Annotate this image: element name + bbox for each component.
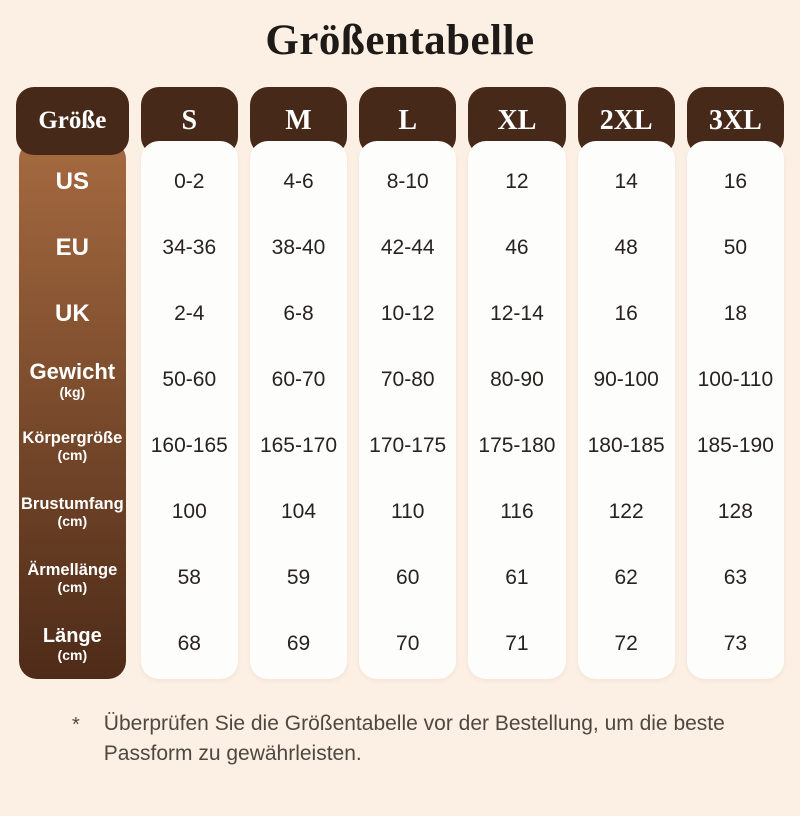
value-cell: 59 [286, 566, 311, 589]
value-cell: 48 [614, 236, 638, 259]
size-column-body [468, 141, 565, 679]
value-cell: 62 [614, 566, 638, 589]
value-cell: 116 [500, 500, 534, 523]
page-title: Größentabelle [265, 17, 535, 64]
row-label-text: Länge [42, 624, 102, 647]
row-label-text: US [55, 167, 89, 195]
value-cell: 100-110 [697, 368, 774, 391]
row-label-text: Ärmellänge [27, 560, 118, 579]
size-column-2xl [578, 87, 675, 679]
value-cell: 38-40 [271, 236, 326, 259]
value-cell: 46 [505, 236, 529, 259]
size-column-body [141, 141, 238, 679]
row-label [21, 479, 124, 545]
value-cell: 42-44 [380, 236, 435, 259]
value-cell: 12-14 [490, 302, 544, 325]
row-label [21, 413, 124, 479]
label-column [16, 87, 129, 679]
size-column-header: 2XL [578, 87, 675, 155]
value-cell: 180-185 [587, 434, 665, 457]
value-cell: 4-6 [283, 170, 314, 193]
row-label [21, 281, 124, 347]
footnote-text: Überprüfen Sie die Größentabelle vor der Bestellung, um die beste Passform zu gewährleisten. [103, 712, 725, 766]
value-cell: 58 [177, 566, 201, 589]
row-label [21, 545, 124, 611]
value-cell: 50 [723, 236, 748, 259]
row-label-text: UK [55, 299, 90, 327]
size-column-header: XL [468, 87, 565, 155]
size-column-body [359, 141, 456, 679]
value-cell: 50-60 [162, 368, 217, 391]
value-cell: 122 [608, 500, 644, 523]
value-cell: 10-12 [380, 302, 435, 325]
value-cell: 175-180 [478, 434, 556, 457]
row-label-unit: (cm) [57, 578, 88, 595]
row-label-unit: (cm) [57, 646, 88, 663]
size-column-3xl [687, 87, 784, 679]
row-label-text: Gewicht [29, 358, 116, 384]
row-label-text: Brustumfang [21, 494, 124, 513]
value-cell: 90-100 [593, 368, 659, 391]
row-label-unit: (cm) [57, 446, 88, 463]
size-column-body [687, 141, 784, 679]
value-cell: 72 [614, 632, 638, 655]
size-column-header: S [141, 87, 238, 155]
value-cell: 71 [505, 632, 529, 655]
size-table [0, 87, 800, 679]
value-cell: 73 [723, 632, 748, 655]
value-cell: 16 [614, 302, 638, 325]
value-cell: 18 [723, 302, 748, 325]
row-label [21, 347, 124, 413]
size-column-s [141, 87, 238, 679]
row-label [21, 611, 124, 677]
row-label-unit: (cm) [57, 512, 88, 529]
value-cell: 6-8 [283, 302, 314, 325]
value-cell: 60 [396, 566, 420, 589]
value-cell: 165-170 [259, 434, 338, 457]
value-cell: 61 [505, 566, 529, 589]
value-cell: 69 [286, 632, 311, 655]
value-cell: 170-175 [369, 434, 447, 457]
row-label [21, 149, 124, 215]
size-column-xl [468, 87, 565, 679]
value-cell: 8-10 [386, 170, 429, 193]
value-cell: 0-2 [174, 170, 205, 193]
value-cell: 128 [717, 500, 753, 523]
row-label-unit: (kg) [59, 383, 86, 400]
size-column-m [250, 87, 347, 679]
size-column-body [250, 141, 347, 679]
value-cell: 68 [177, 632, 201, 655]
value-cell: 16 [723, 170, 748, 193]
row-labels [19, 141, 126, 679]
footnote-asterisk: * [72, 714, 80, 736]
row-label-text: EU [55, 233, 89, 261]
value-cell: 63 [723, 566, 748, 589]
value-cell: 60-70 [271, 368, 326, 391]
value-cell: 80-90 [490, 368, 544, 391]
value-cell: 160-165 [150, 434, 228, 457]
value-cell: 12 [505, 170, 529, 193]
row-label-text: Körpergröße [22, 428, 123, 447]
value-cell: 70-80 [380, 368, 435, 391]
size-column-header: L [359, 87, 456, 155]
value-cell: 14 [614, 170, 638, 193]
size-column-l [359, 87, 456, 679]
value-cell: 34-36 [162, 236, 217, 259]
value-cell: 185-190 [696, 434, 774, 457]
size-chart-page [0, 16, 800, 770]
value-cell: 110 [390, 500, 425, 523]
value-cell: 104 [280, 500, 317, 523]
size-column-body [578, 141, 675, 679]
value-cell: 70 [396, 632, 420, 655]
size-column-header: M [250, 87, 347, 155]
row-label [21, 215, 124, 281]
value-cell: 100 [171, 500, 207, 523]
footnote [72, 709, 744, 770]
value-cell: 2-4 [174, 302, 205, 325]
size-column-header: 3XL [687, 87, 784, 155]
corner-header: Größe [16, 87, 129, 155]
